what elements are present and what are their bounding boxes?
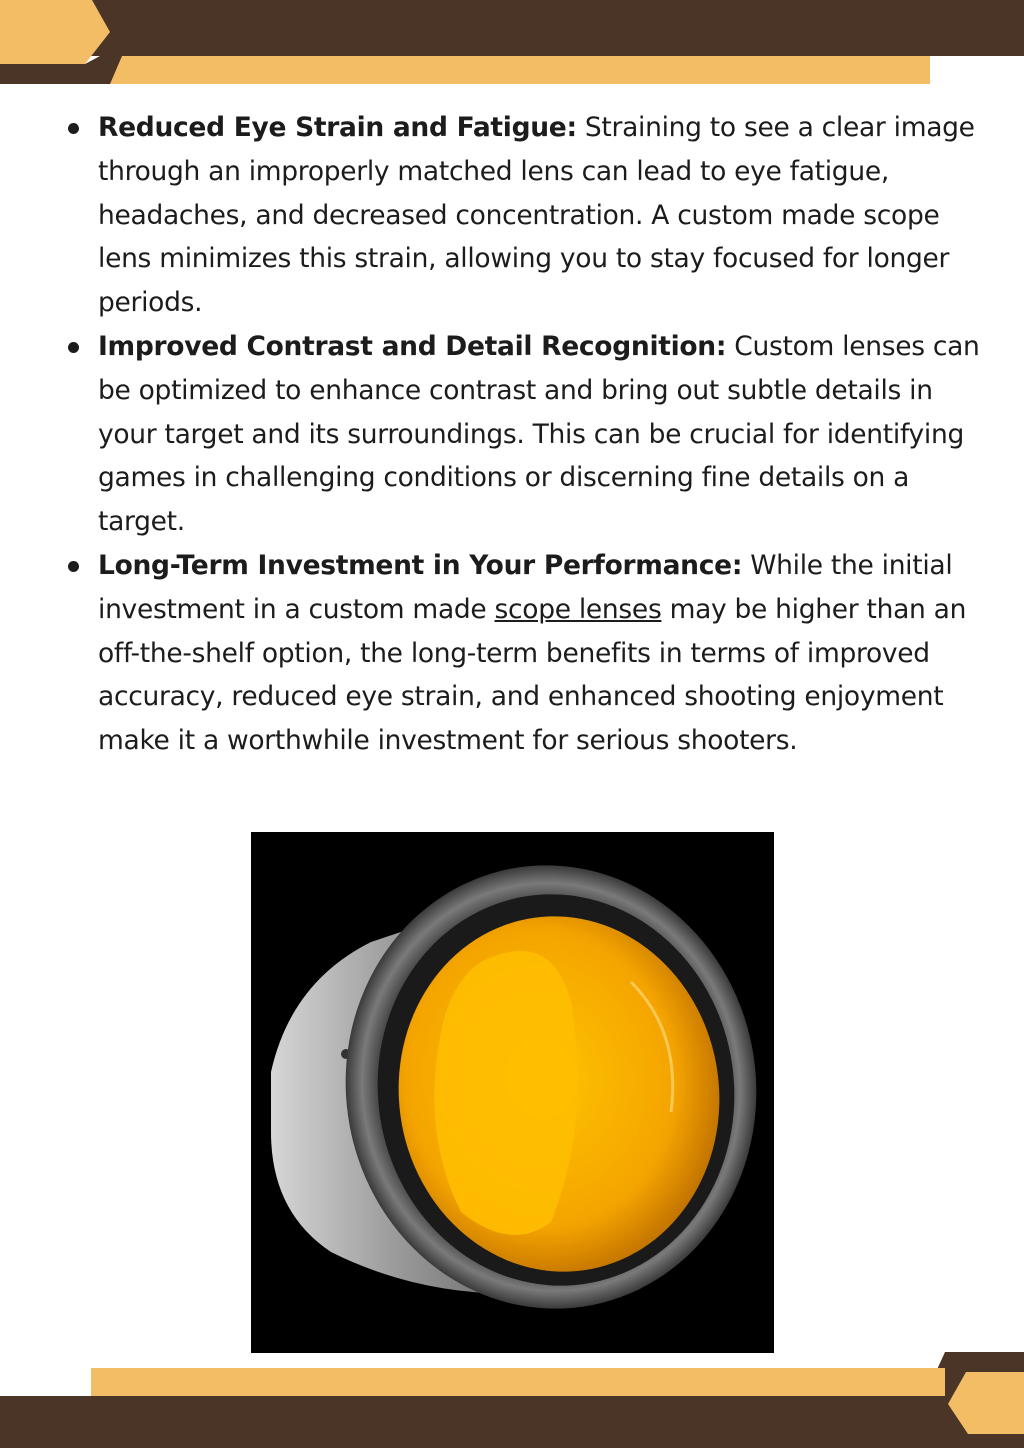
bullet-icon	[68, 342, 79, 353]
benefit-list	[98, 106, 988, 763]
header-gold-stripe	[110, 56, 930, 84]
item-text-after-link: may be higher than an off-the-shelf option, the long-term benefits in terms of improved accuracy, reduced eye strain, and enhanced shooting enjoyment make it a worthwhile investment for serious shooters.	[98, 593, 967, 757]
item-term: Long-Term Investment in Your Performance:	[98, 549, 743, 581]
bullet-icon	[68, 561, 79, 572]
footer-decoration	[0, 1352, 1024, 1448]
header-white-gap	[930, 56, 1024, 84]
item-term: Improved Contrast and Detail Recognition:	[98, 330, 727, 362]
bullet-icon	[68, 123, 79, 134]
scope-lens-icon	[251, 832, 774, 1353]
item-text: Custom lenses can be optimized to enhance contrast and bring out subtle details in your target and its surroundings. This can be crucial for identifying games in challenging conditions or discerning fine details on a target.	[98, 330, 980, 538]
item-term: Reduced Eye Strain and Fatigue:	[98, 112, 577, 143]
footer-brown-band	[0, 1396, 1024, 1448]
item-text-before-link: While the initial investment in a custom made	[98, 549, 953, 625]
scope-lens-photo	[251, 832, 774, 1353]
scope-lenses-link[interactable]: scope lenses	[494, 593, 662, 625]
item-text: Straining to see a clear image through an improperly matched lens can lead to eye fatigue, headaches, and decreased concentration. A custom made scope lens minimizes this strain, allowing you to stay focused for longer periods.	[98, 112, 975, 319]
footer-gold-stripe	[91, 1368, 945, 1396]
header-decoration	[0, 0, 1024, 90]
list-item	[98, 106, 988, 325]
header-brown-band	[0, 0, 1024, 56]
list-item	[98, 325, 988, 544]
list-item	[98, 544, 988, 763]
